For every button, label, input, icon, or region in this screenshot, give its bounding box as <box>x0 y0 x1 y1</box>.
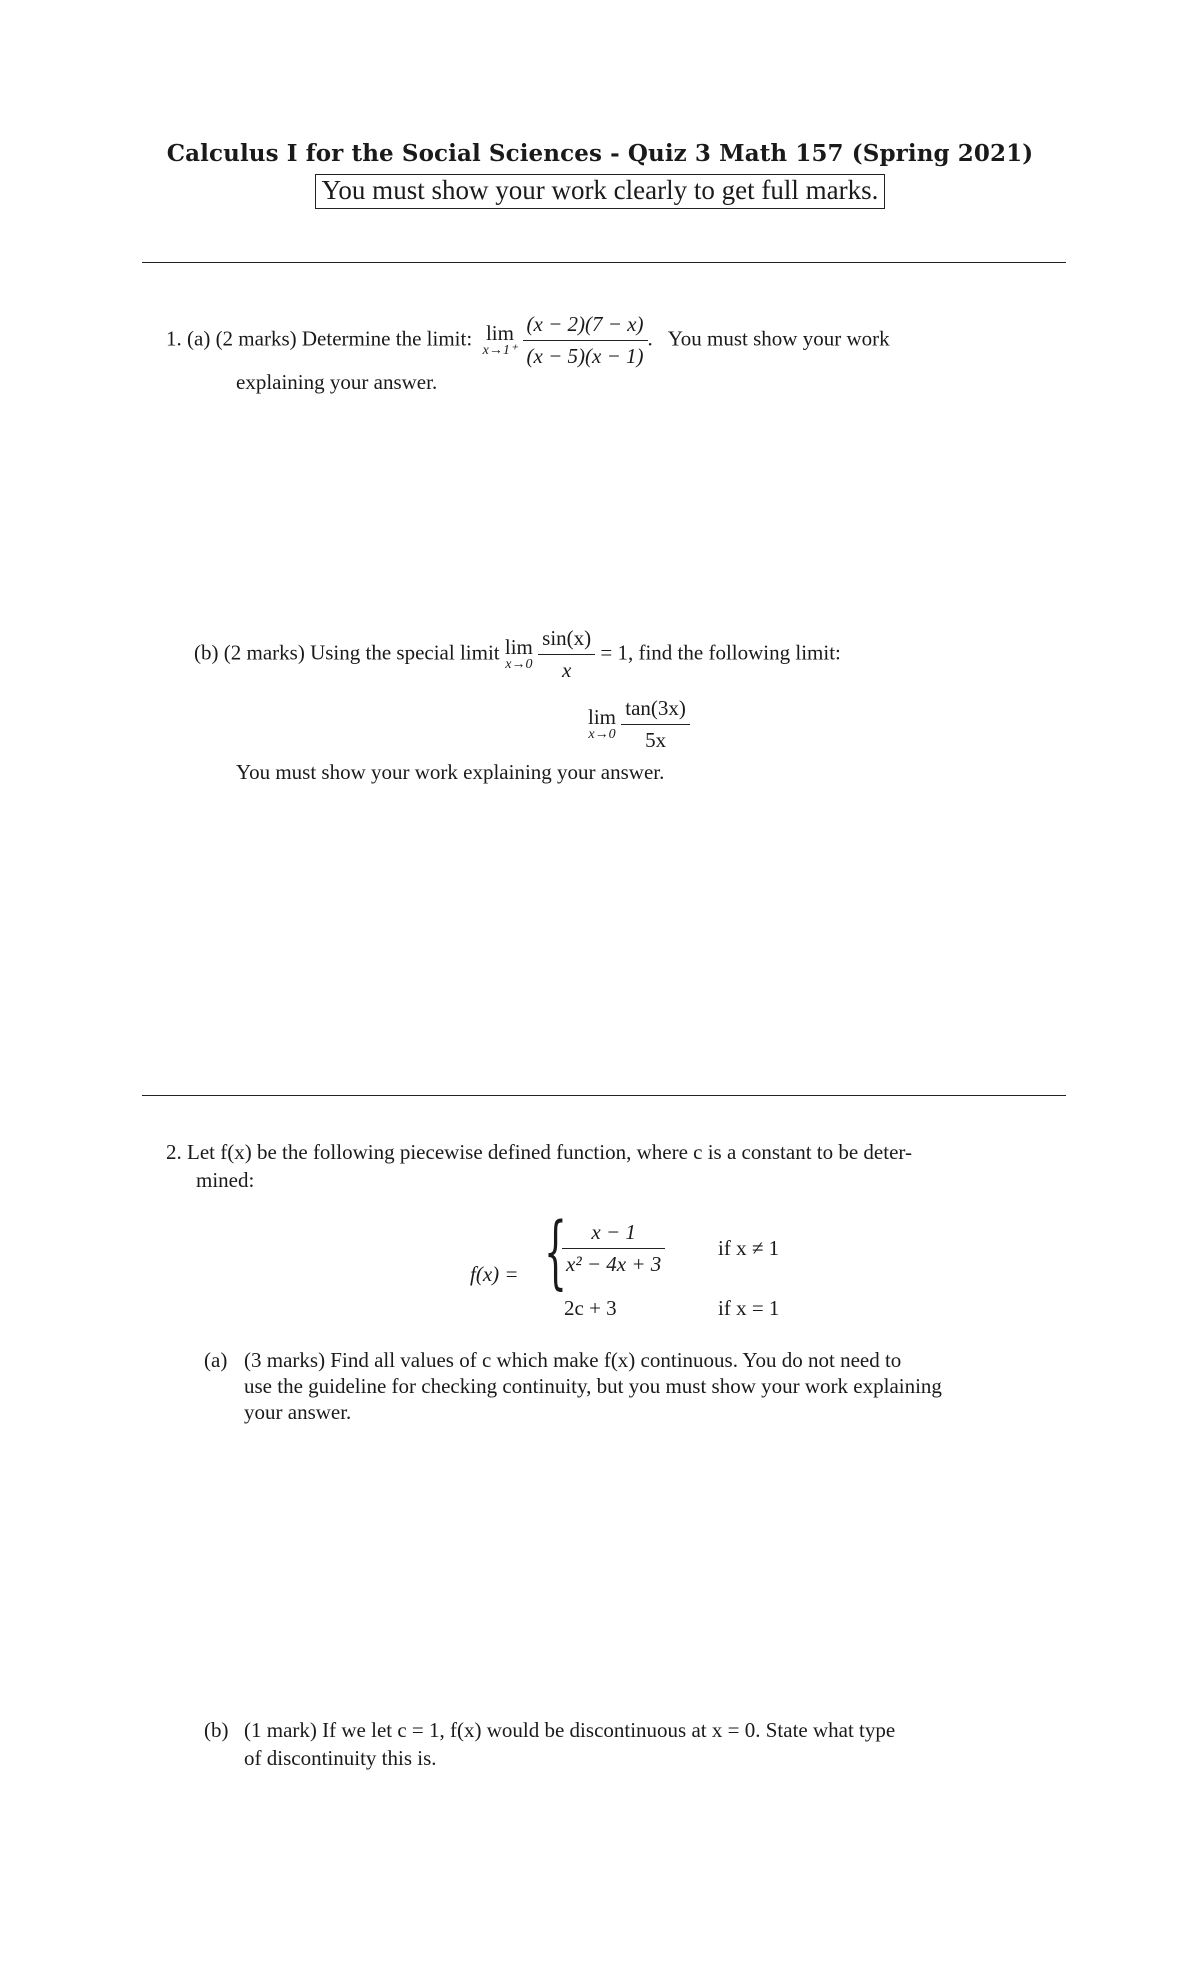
q1b-lim: lim x→0 <box>504 635 533 673</box>
q1b-limit2-denominator: 5x <box>645 728 667 752</box>
q1b-lim-subscript: x→0 <box>505 657 533 673</box>
q2-intro-line1 <box>166 1140 912 1165</box>
q1b-label: (b) <box>194 640 219 665</box>
q2-case1-expr <box>562 1220 665 1277</box>
q1b-limit2-numerator: tan(3x) <box>621 696 690 725</box>
q1a-prompt: Determine the limit: <box>301 326 473 351</box>
q1b-limit2-lim: lim x→0 <box>588 705 617 743</box>
q1b-limit2 <box>588 696 690 753</box>
q1b-limit2-fraction <box>621 696 690 753</box>
q1a-numerator: (x − 2)(7 − x) <box>523 312 648 341</box>
q2b-line1: (1 mark) If we let c = 1, f(x) would be discontinuous at x = 0. State what type <box>244 1718 896 1742</box>
piecewise-brace: { <box>544 1205 567 1298</box>
q1a-lim: lim x→1⁺ <box>482 321 518 359</box>
q1a-lim-subscript: x→1⁺ <box>482 343 518 359</box>
q1a-instruction: You must show your work <box>667 326 890 351</box>
q1a-label: (a) <box>187 326 211 351</box>
q1b-instruction: = 1, find the following limit: <box>600 640 841 665</box>
divider-top <box>142 262 1066 263</box>
quiz-title: Calculus I for the Social Sciences - Quiz 3 Math 157 (Spring 2021) <box>166 140 1034 167</box>
q2-case1-fraction <box>562 1220 665 1277</box>
q1a-line: 1. (a) (2 marks) Determine the limit: lim x→1⁺ $\frac{(x - 2)(7 - x)}{(x - 5)(x - 1)}$ . You must show your work <box>166 312 890 368</box>
q2-case1-condition: if x ≠ 1 <box>718 1236 780 1260</box>
q1b-marks: (2 marks) <box>223 640 305 665</box>
q1b-line <box>194 626 841 683</box>
q1b-numerator: sin(x) <box>538 626 595 655</box>
q2-case1-denominator: x² − 4x + 3 <box>566 1252 662 1276</box>
q2-f-label: f(x) = <box>470 1262 519 1286</box>
notice-wrapper <box>0 174 1200 209</box>
q2-case1-numerator: x − 1 <box>562 1220 665 1249</box>
q1b-line-last: You must show your work explaining your answer. <box>236 760 665 784</box>
q1b-fraction <box>538 626 595 683</box>
q2-intro-text: Let f(x) be the following piecewise defined function, where c is a constant to be deter- <box>187 1140 912 1164</box>
q2a-label: (a) <box>204 1348 228 1372</box>
q2-number: 2. <box>166 1140 182 1164</box>
q1a-denominator: (x − 5)(x − 1) <box>526 344 644 368</box>
q2-case2-condition: if x = 1 <box>718 1296 780 1320</box>
q2-intro-line2: mined: <box>196 1168 255 1192</box>
show-work-notice: You must show your work clearly to get full marks. <box>315 174 886 209</box>
q1a-marks: (2 marks) <box>215 326 297 351</box>
q2a-line1: (3 marks) Find all values of c which make f(x) continuous. You do not need to <box>244 1348 902 1372</box>
q1b-denominator: x <box>561 658 572 682</box>
q1-number: 1. <box>166 326 182 351</box>
q1b-limit2-subscript: x→0 <box>588 727 616 743</box>
q2b-label: (b) <box>204 1718 229 1742</box>
q2-case2-expr: 2c + 3 <box>564 1296 617 1320</box>
q2a-line3: your answer. <box>244 1400 352 1424</box>
q1a-fraction <box>523 312 648 369</box>
divider-middle <box>142 1095 1066 1096</box>
q2a-line2: use the guideline for checking continuity, but you must show your work explaining <box>244 1374 942 1398</box>
q1b-prompt: Using the special limit <box>310 640 500 665</box>
q2b-line2: of discontinuity this is. <box>244 1746 437 1770</box>
q1a-line2: explaining your answer. <box>236 370 438 394</box>
